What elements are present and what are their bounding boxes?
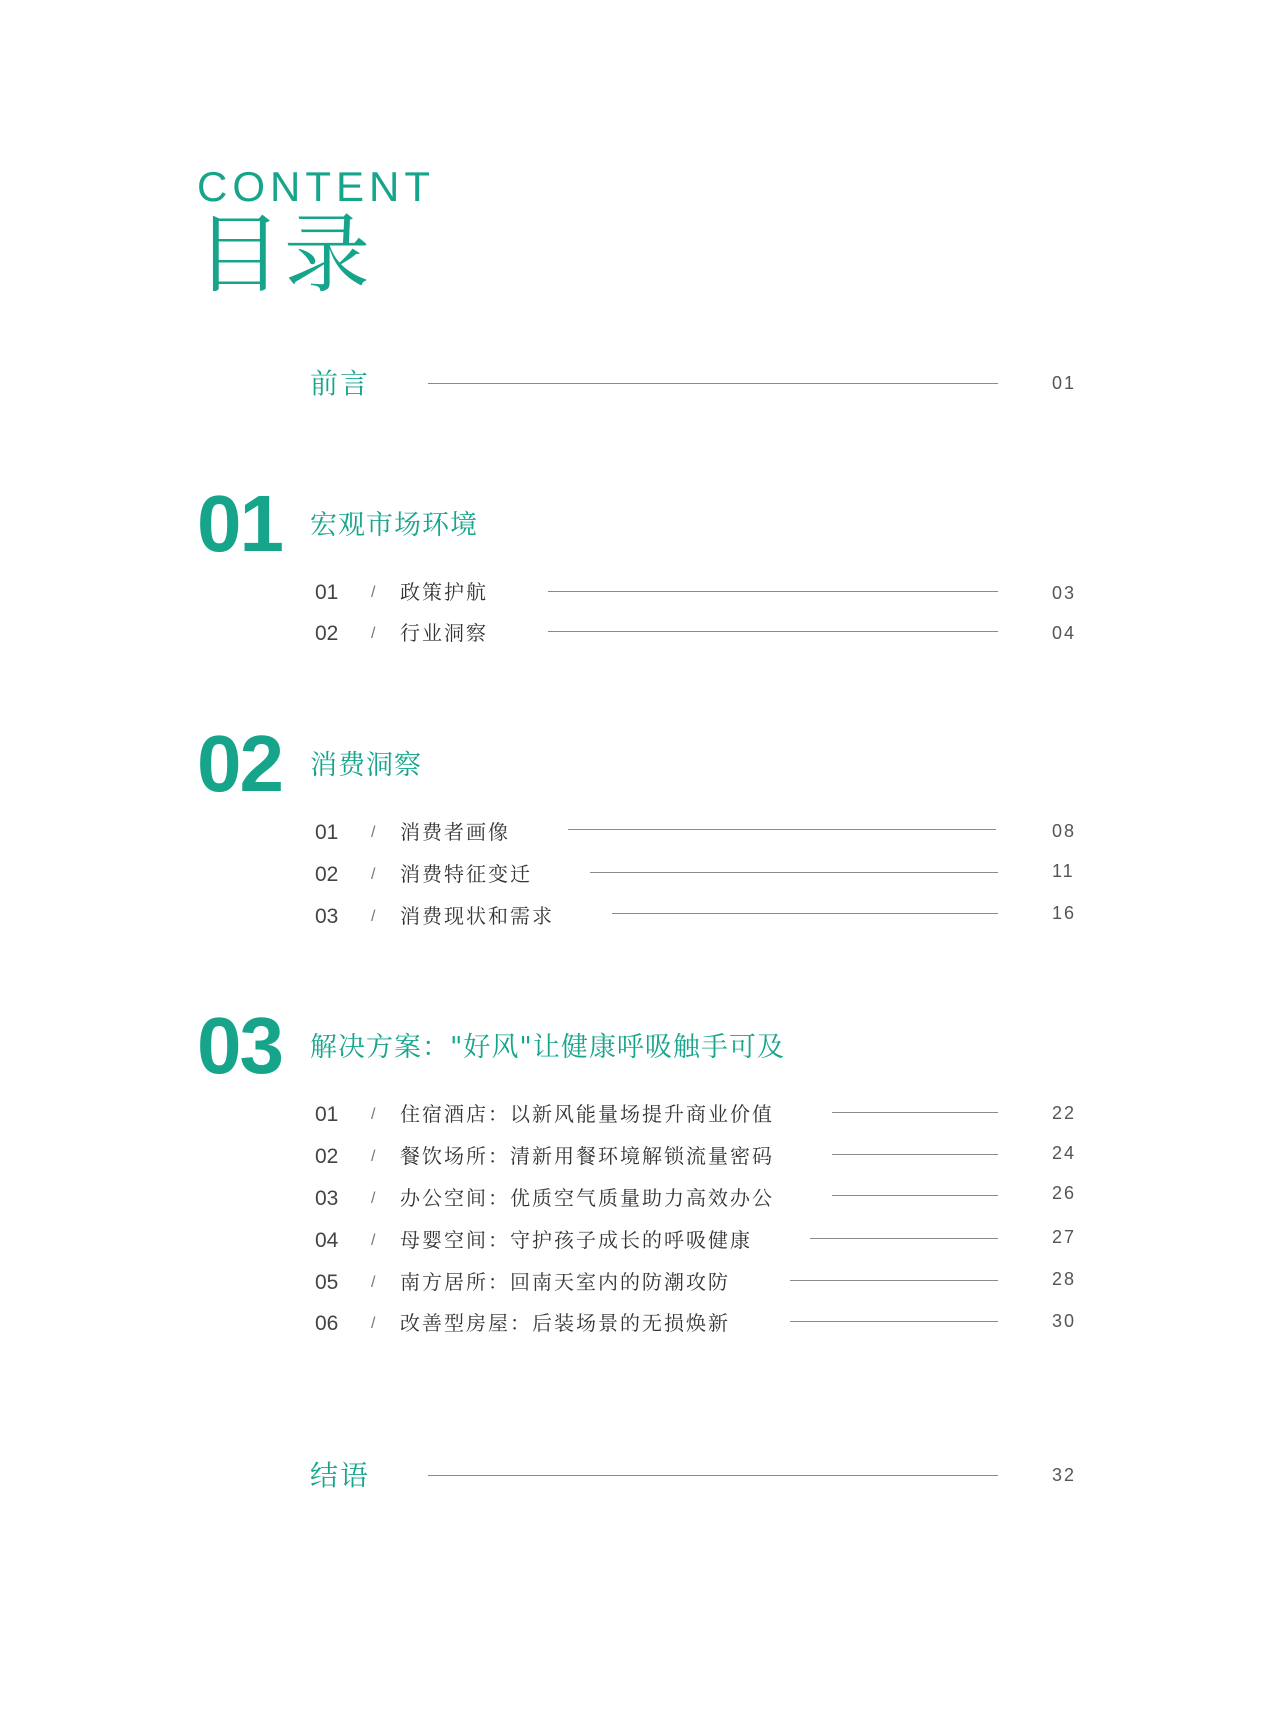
item-separator: / — [371, 1315, 376, 1332]
item-page: 08 — [1052, 821, 1077, 841]
item-number: 02 — [315, 622, 339, 645]
item-page: 24 — [1052, 1143, 1077, 1163]
leader-line — [832, 1195, 998, 1196]
item-number: 04 — [315, 1229, 339, 1252]
item-page: 04 — [1052, 623, 1077, 643]
item-separator: / — [371, 908, 376, 925]
item-separator: / — [371, 625, 376, 642]
item-title[interactable]: 消费现状和需求 — [400, 904, 554, 928]
item-number: 01 — [315, 821, 339, 844]
item-separator: / — [371, 1232, 376, 1249]
leader-line — [590, 872, 998, 873]
item-page: 28 — [1052, 1269, 1077, 1289]
item-separator: / — [371, 584, 376, 601]
item-number: 01 — [315, 581, 339, 604]
leader-line — [428, 383, 998, 384]
item-page: 03 — [1052, 583, 1077, 603]
leader-line — [790, 1321, 998, 1322]
leader-line — [612, 913, 998, 914]
item-title[interactable]: 政策护航 — [400, 580, 488, 604]
item-page: 30 — [1052, 1311, 1077, 1331]
item-number: 03 — [315, 905, 339, 928]
item-number: 02 — [315, 863, 339, 886]
item-title[interactable]: 餐饮场所：清新用餐环境解锁流量密码 — [400, 1144, 774, 1168]
preface-label[interactable]: 前言 — [310, 367, 371, 400]
item-number: 02 — [315, 1145, 339, 1168]
item-number: 01 — [315, 1103, 339, 1126]
content-heading-zh: 目录 — [196, 205, 372, 305]
leader-line — [568, 829, 996, 830]
item-separator: / — [371, 1274, 376, 1291]
leader-line — [832, 1154, 998, 1155]
section-number: 03 — [197, 1001, 282, 1090]
item-title[interactable]: 行业洞察 — [400, 621, 488, 645]
item-page: 16 — [1052, 903, 1077, 923]
item-separator: / — [371, 1106, 376, 1123]
section-title[interactable]: 解决方案："好风"让健康呼吸触手可及 — [310, 1032, 785, 1063]
item-title[interactable]: 消费特征变迁 — [400, 862, 532, 886]
item-separator: / — [371, 1148, 376, 1165]
item-separator: / — [371, 866, 376, 883]
leader-line — [548, 631, 998, 632]
item-number: 05 — [315, 1271, 339, 1294]
item-separator: / — [371, 1190, 376, 1207]
leader-line — [548, 591, 998, 592]
section-number: 01 — [197, 479, 282, 568]
leader-line — [832, 1112, 998, 1113]
item-title[interactable]: 办公空间：优质空气质量助力高效办公 — [400, 1186, 774, 1210]
section-title[interactable]: 宏观市场环境 — [310, 510, 478, 541]
conclusion-page: 32 — [1052, 1465, 1077, 1485]
item-title[interactable]: 改善型房屋：后装场景的无损焕新 — [400, 1311, 730, 1335]
leader-line — [810, 1238, 998, 1239]
preface-page: 01 — [1052, 373, 1077, 393]
item-title[interactable]: 母婴空间：守护孩子成长的呼吸健康 — [400, 1228, 752, 1252]
item-title[interactable]: 消费者画像 — [400, 820, 510, 844]
section-title[interactable]: 消费洞察 — [310, 750, 422, 781]
item-title[interactable]: 住宿酒店：以新风能量场提升商业价值 — [400, 1102, 774, 1126]
conclusion-label[interactable]: 结语 — [310, 1459, 371, 1492]
item-page: 11 — [1052, 861, 1075, 881]
item-number: 03 — [315, 1187, 339, 1210]
item-page: 22 — [1052, 1103, 1077, 1123]
item-title[interactable]: 南方居所：回南天室内的防潮攻防 — [400, 1270, 730, 1294]
content-heading-en: CONTENT — [197, 163, 435, 210]
item-separator: / — [371, 824, 376, 841]
leader-line — [790, 1280, 998, 1281]
item-page: 27 — [1052, 1227, 1077, 1247]
leader-line — [428, 1475, 998, 1476]
section-number: 02 — [197, 719, 282, 808]
item-page: 26 — [1052, 1183, 1077, 1203]
item-number: 06 — [315, 1312, 339, 1335]
